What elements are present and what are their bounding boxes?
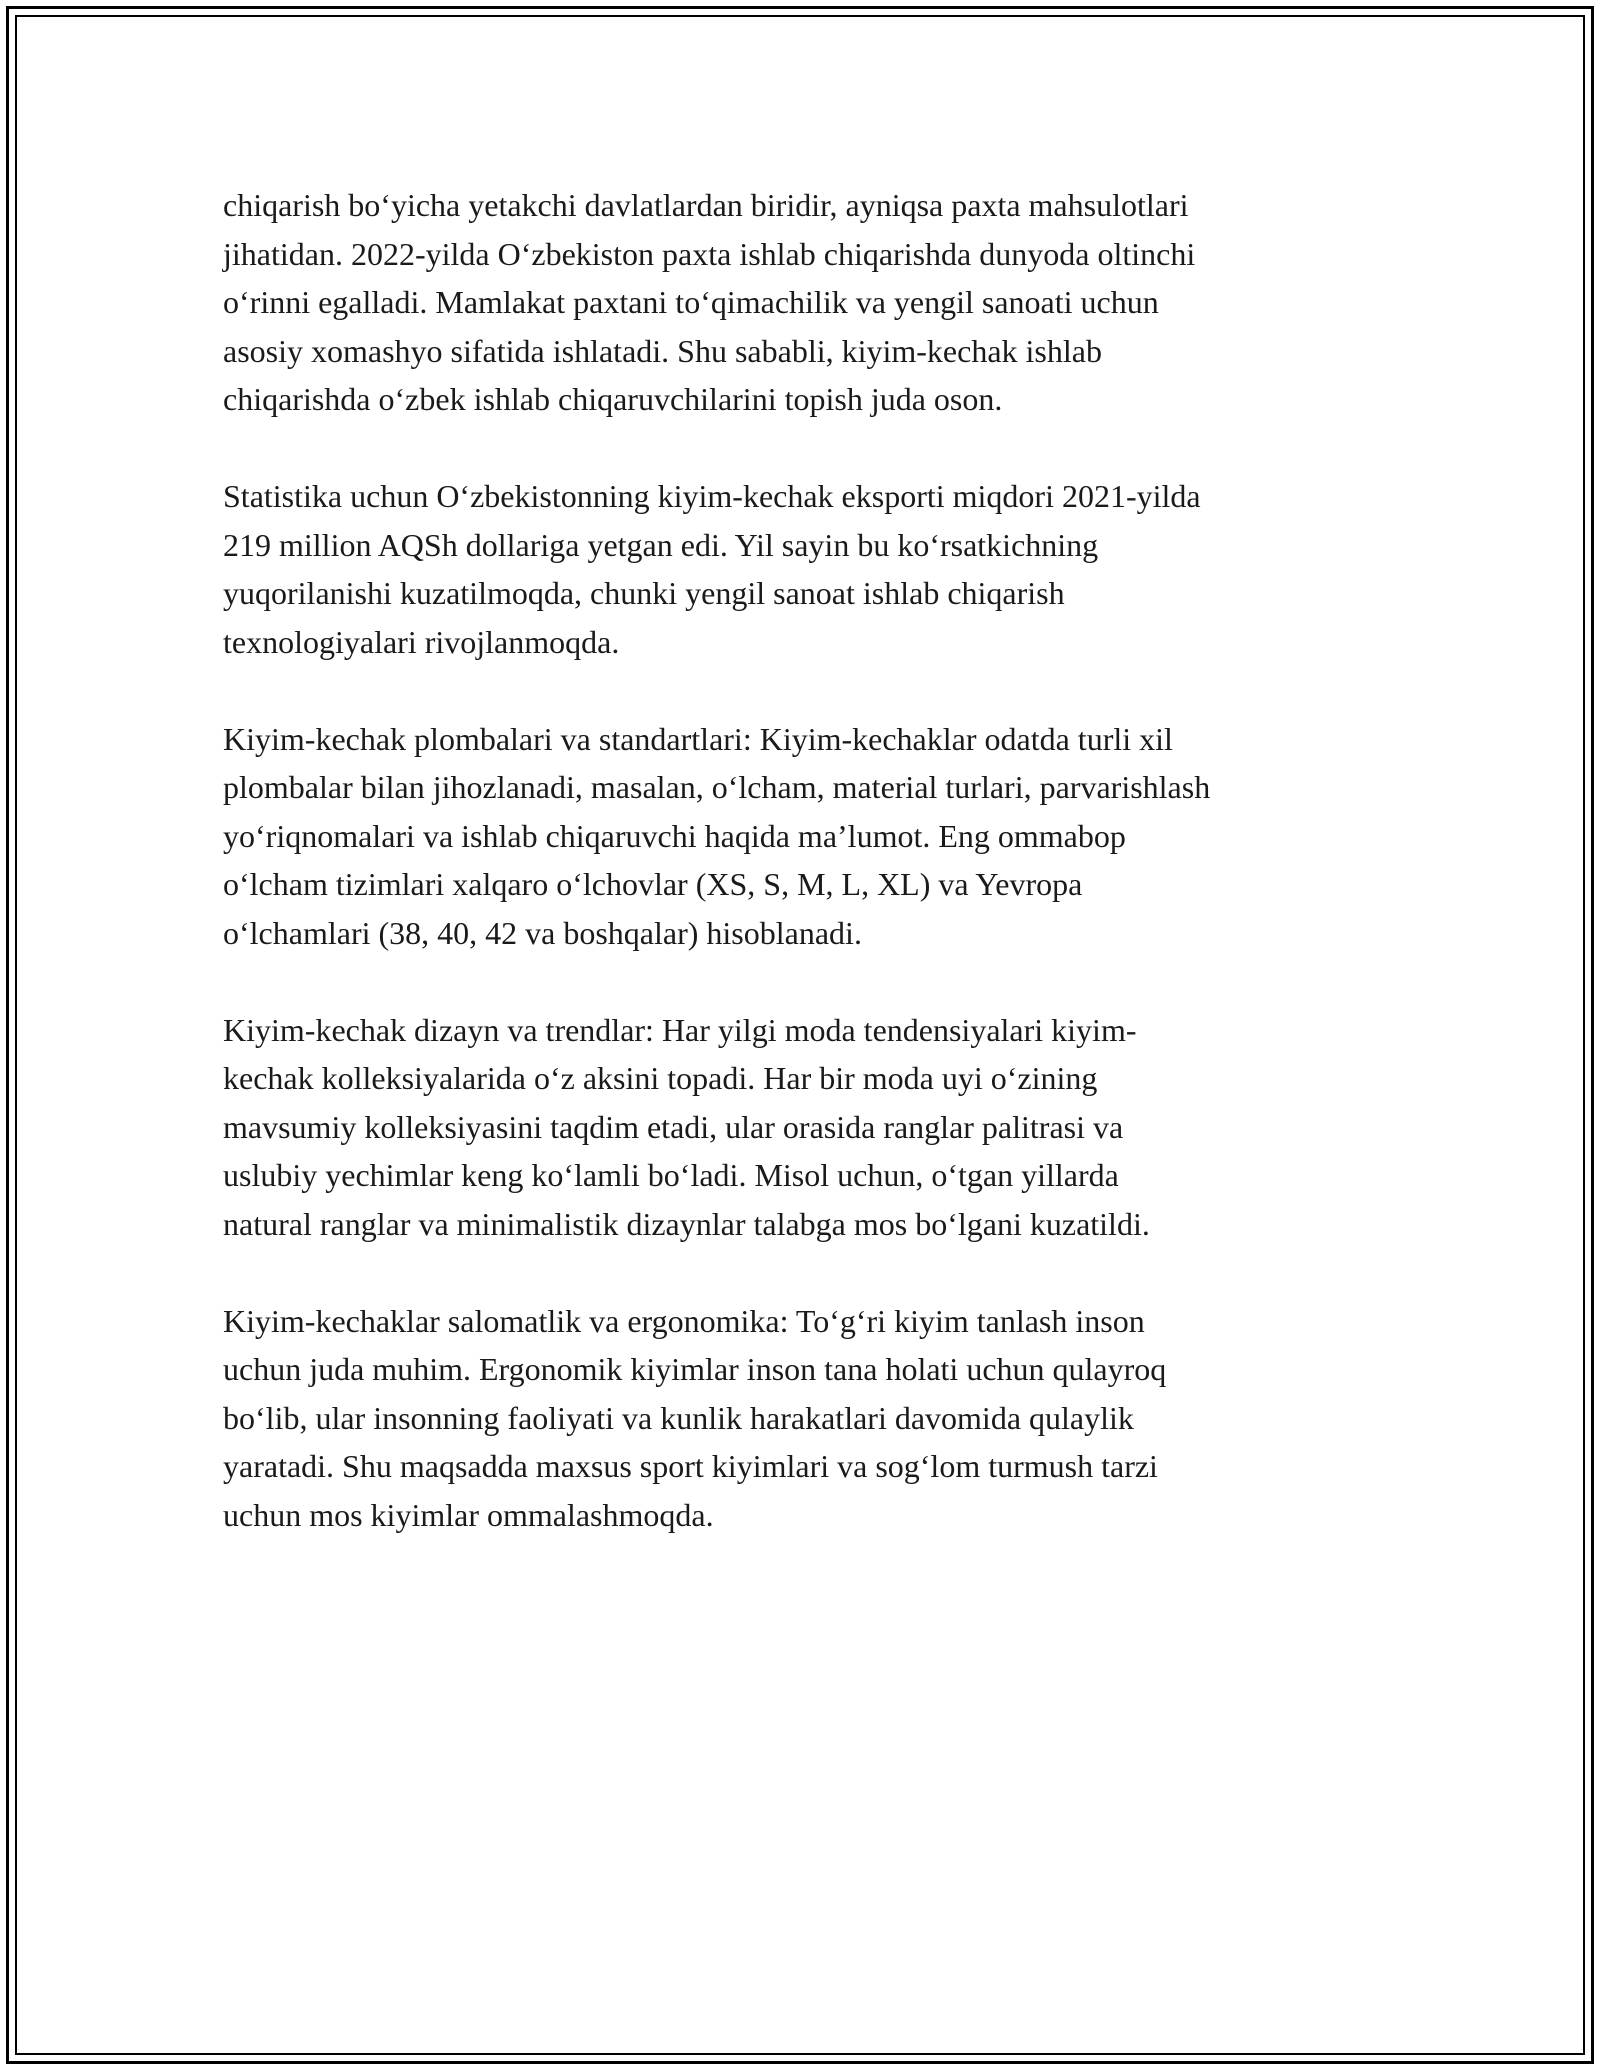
paragraph-labels-standards bbox=[223, 715, 1403, 958]
document-body bbox=[223, 181, 1403, 1588]
text-line: Kiyim-kechaklar salomatlik va ergonomika: To‘g‘ri kiyim tanlash inson bbox=[223, 1302, 1145, 1339]
text-line: Kiyim-kechak dizayn va trendlar: Har yilgi moda tendensiyalari kiyim- bbox=[223, 1011, 1137, 1048]
paragraph-health-ergonomics bbox=[223, 1297, 1403, 1540]
text-line: plombalar bilan jihozlanadi, masalan, o‘lcham, material turlari, parvarishlash bbox=[223, 769, 1211, 805]
text-line: o‘rinni egalladi. Mamlakat paxtani to‘qimachilik va yengil sanoati uchun bbox=[223, 284, 1159, 320]
paragraph-design-trends bbox=[223, 1006, 1403, 1249]
text-line: 219 million AQSh dollariga yetgan edi. Yil sayin bu ko‘rsatkichning bbox=[223, 526, 1099, 563]
text-line: o‘lcham tizimlari xalqaro o‘lchovlar (XS, S, M, L, XL) va Yevropa bbox=[223, 866, 1083, 902]
text-line: kechak kolleksiyalarida o‘z aksini topadi. Har bir moda uyi o‘zining bbox=[223, 1060, 1098, 1096]
text-line: Statistika uchun O‘zbekistonning kiyim-kechak eksporti miqdori 2021-yilda bbox=[223, 478, 1201, 514]
text-line: yuqorilanishi kuzatilmoqda, chunki yengil sanoat ishlab chiqarish bbox=[223, 575, 1065, 611]
text-line: mavsumiy kolleksiyasini taqdim etadi, ular orasida ranglar palitrasi va bbox=[223, 1108, 1124, 1145]
text-line: natural ranglar va minimalistik dizaynlar talabga mos bo‘lgani kuzatildi. bbox=[223, 1205, 1150, 1242]
text-line: jihatidan. 2022-yilda O‘zbekiston paxta ishlab chiqarishda dunyoda oltinchi bbox=[223, 235, 1196, 272]
text-line: asosiy xomashyo sifatida ishlatadi. Shu sababli, kiyim-kechak ishlab bbox=[223, 332, 1102, 369]
text-line: yo‘riqnomalari va ishlab chiqaruvchi haqida ma’lumot. Eng ommabop bbox=[223, 817, 1126, 854]
text-line: yaratadi. Shu maqsadda maxsus sport kiyimlari va sog‘lom turmush tarzi bbox=[223, 1448, 1158, 1484]
text-line: Kiyim-kechak plombalari va standartlari: Kiyim-kechaklar odatda turli xil bbox=[223, 720, 1173, 757]
text-line: chiqarish bo‘yicha yetakchi davlatlardan biridir, ayniqsa paxta mahsulotlari bbox=[223, 187, 1189, 223]
text-line: chiqarishda o‘zbek ishlab chiqaruvchilarini topish juda oson. bbox=[223, 381, 1003, 417]
paragraph-cotton-production bbox=[223, 181, 1403, 424]
text-line: texnologiyalari rivojlanmoqda. bbox=[223, 623, 620, 660]
text-line: o‘lchamlari (38, 40, 42 va boshqalar) hisoblanadi. bbox=[223, 914, 862, 951]
text-line: bo‘lib, ular insonning faoliyati va kunlik harakatlari davomida qulaylik bbox=[223, 1399, 1134, 1436]
text-line: uchun mos kiyimlar ommalashmoqda. bbox=[223, 1496, 714, 1533]
paragraph-export-statistics bbox=[223, 472, 1403, 666]
text-line: uslubiy yechimlar keng ko‘lamli bo‘ladi. Misol uchun, o‘tgan yillarda bbox=[223, 1157, 1119, 1193]
text-line: uchun juda muhim. Ergonomik kiyimlar inson tana holati uchun qulayroq bbox=[223, 1351, 1167, 1387]
